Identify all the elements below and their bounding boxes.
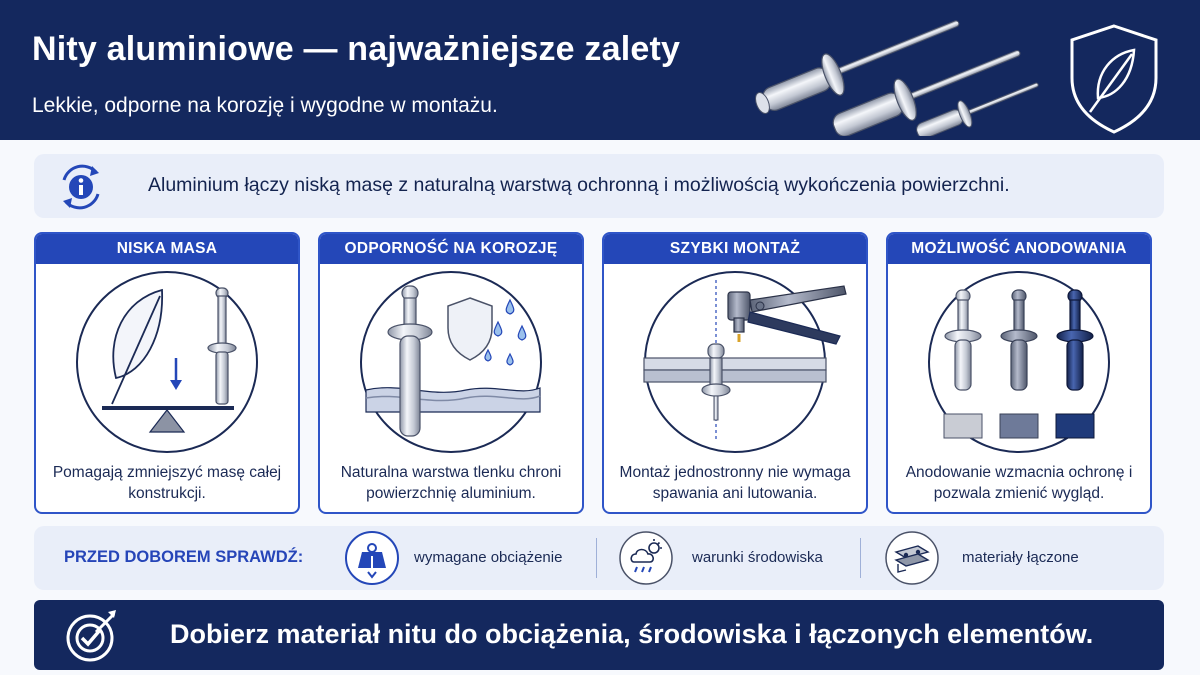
shield-feather-icon <box>1062 20 1166 136</box>
card-text: Naturalna warstwa tlenku chroni powierzchnię aluminium. <box>340 464 562 502</box>
shield-icon <box>448 298 492 360</box>
header-banner <box>0 0 1200 140</box>
swatch-navy <box>1056 414 1094 438</box>
card-title: ODPORNOŚĆ NA KOROZJĘ <box>320 234 582 264</box>
checklist-item-text: materiały łączone <box>962 549 1079 566</box>
checklist-bar <box>34 526 1164 590</box>
joined-plates-icon <box>884 530 940 586</box>
swatch-natural <box>944 414 982 438</box>
rivet-gun-icon <box>728 286 846 344</box>
rivet-small-icon <box>912 71 1043 136</box>
rivet-grey-icon <box>1001 290 1037 390</box>
corrosion-illustration <box>320 266 582 458</box>
riveting-tool-illustration <box>604 266 866 458</box>
card-low-mass <box>34 232 300 514</box>
info-text: Aluminium łączy niską masę z naturalną warstwą ochronną i możliwością wykończenia powierzchni. <box>148 174 1010 196</box>
info-bar <box>34 154 1164 218</box>
page-subtitle: Lekkie, odporne na korozję i wygodne w montażu. <box>32 94 498 117</box>
info-cycle-icon <box>52 158 110 216</box>
checklist-item-text: warunki środowiska <box>692 549 823 566</box>
card-title: MOŻLIWOŚĆ ANODOWANIA <box>888 234 1150 264</box>
card-anodizing <box>886 232 1152 514</box>
rivets-illustration <box>730 6 1060 136</box>
feather-balance-illustration <box>36 266 298 458</box>
divider <box>596 538 597 578</box>
page-title: Nity aluminiowe — najważniejsze zalety <box>32 30 681 68</box>
card-text: Pomagają zmniejszyć masę całej konstrukcji. <box>52 464 282 502</box>
card-title: SZYBKI MONTAŻ <box>604 234 866 264</box>
card-text: Anodowanie wzmacnia ochronę i pozwala zmienić wygląd. <box>905 464 1133 502</box>
weather-icon <box>618 530 674 586</box>
card-corrosion <box>318 232 584 514</box>
anodized-rivets-illustration <box>888 266 1150 458</box>
weight-icon <box>344 530 400 586</box>
rivet-icon <box>208 288 236 404</box>
footer-text: Dobierz materiał nitu do obciążenia, środowiska i łączonych elementów. <box>170 619 1094 649</box>
rivet-icon <box>388 286 432 436</box>
divider <box>860 538 861 578</box>
card-fast-assembly <box>602 232 868 514</box>
feather-icon <box>112 290 162 404</box>
checklist-item-text: wymagane obciążenie <box>414 549 563 566</box>
swatch-grey <box>1000 414 1038 438</box>
card-title: NISKA MASA <box>36 234 298 264</box>
card-text: Montaż jednostronny nie wymaga spawania ani lutowania. <box>619 464 851 502</box>
checklist-label: PRZED DOBOREM SPRAWDŹ: <box>64 548 304 566</box>
footer-banner <box>34 600 1164 670</box>
target-check-icon <box>62 606 122 666</box>
